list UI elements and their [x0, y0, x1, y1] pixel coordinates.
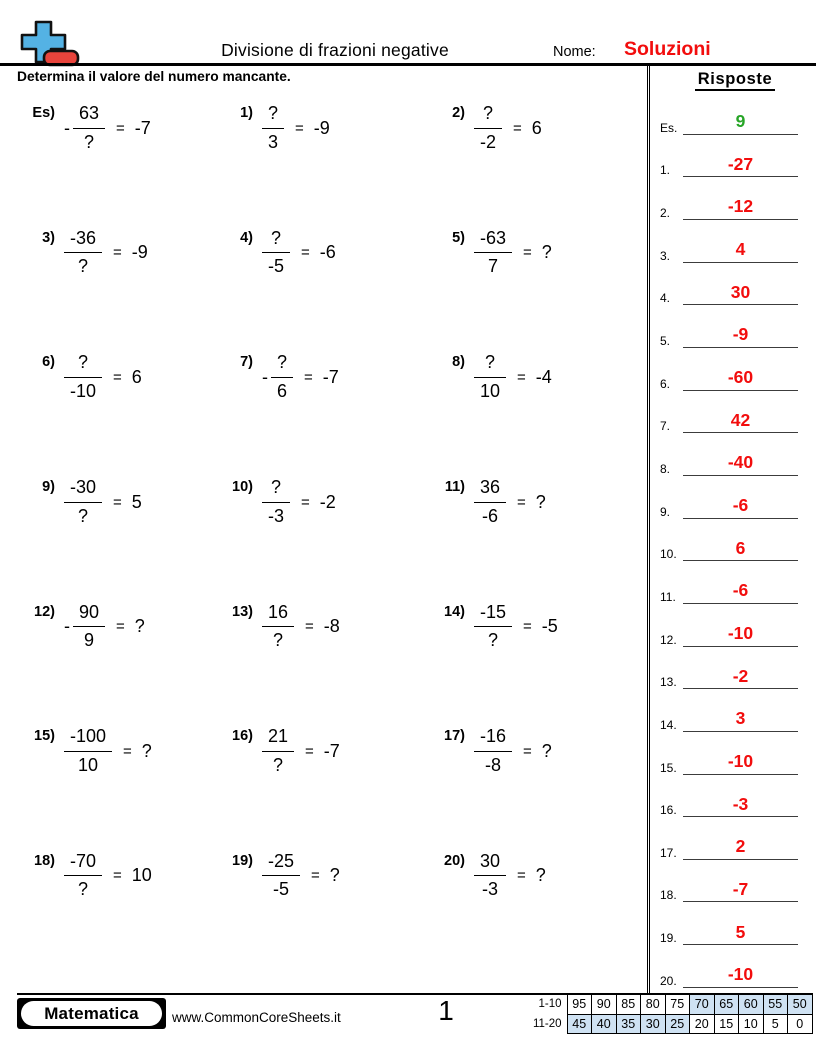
equals-sign: = [301, 244, 310, 262]
answer-value: -10 [727, 623, 754, 644]
problem-item [427, 719, 649, 844]
answer-blank-line [683, 326, 798, 348]
fraction [262, 103, 284, 153]
fraction [262, 602, 294, 652]
problem-number: Es) [32, 105, 55, 121]
score-cell: 95 [567, 995, 592, 1015]
problem-number: 10) [232, 478, 253, 495]
problem-result: 6 [531, 117, 542, 138]
answer-blank-line [683, 241, 798, 263]
answer-number: 4. [660, 291, 671, 306]
problem-number: 9) [42, 478, 55, 495]
page-number: 1 [438, 995, 454, 1026]
answer-blank-line [683, 582, 798, 604]
fraction-numerator: ? [483, 103, 494, 123]
problem-result: ? [535, 491, 546, 512]
answer-row [655, 523, 815, 566]
answer-number: 16. [660, 803, 677, 818]
problem-number: 17) [444, 728, 465, 745]
score-cell: 75 [665, 995, 690, 1015]
problems-grid [17, 96, 649, 968]
fraction-denominator: 6 [271, 377, 293, 403]
answer-value: -2 [732, 665, 749, 686]
problem-item [427, 595, 649, 720]
fraction-numerator: 16 [268, 601, 289, 622]
fraction [474, 103, 502, 153]
answer-row [655, 96, 815, 139]
fraction [474, 602, 512, 652]
equals-sign: = [523, 742, 532, 760]
answer-number: 12. [660, 632, 677, 647]
score-cell: 90 [592, 995, 617, 1015]
answer-value: -6 [732, 495, 749, 516]
answers-column [655, 96, 815, 992]
answer-blank-line [683, 454, 798, 476]
problem-item [215, 719, 427, 844]
answer-blank-line [683, 625, 798, 647]
fraction-denominator: 10 [474, 377, 506, 403]
problem-result: -7 [322, 366, 339, 387]
answer-number: 2. [660, 205, 671, 220]
fraction-denominator: ? [73, 128, 105, 154]
equals-sign: = [116, 119, 125, 137]
answer-number: 10. [660, 547, 677, 562]
equals-sign: = [311, 867, 320, 885]
fraction-numerator: 90 [79, 601, 100, 622]
score-cell: 20 [690, 1014, 715, 1034]
problem-item [17, 719, 215, 844]
fraction-numerator: -15 [480, 601, 507, 622]
score-cell: 15 [714, 1014, 739, 1034]
fraction-numerator: ? [78, 352, 89, 373]
answer-value: 9 [735, 111, 746, 132]
problem-number: 1) [240, 105, 253, 121]
answer-number: 20. [660, 973, 677, 988]
answer-row [655, 224, 815, 267]
answer-row [655, 480, 815, 523]
fraction-numerator: -30 [70, 476, 97, 497]
answer-blank-line [683, 113, 798, 135]
answer-blank-line [683, 838, 798, 860]
equals-sign: = [304, 368, 313, 386]
fraction-negative-sign: - [262, 366, 268, 387]
problem-result: 6 [131, 366, 142, 387]
answer-blank-line [683, 537, 798, 562]
answer-blank-line [683, 921, 798, 946]
fraction [64, 352, 102, 402]
fraction [262, 477, 290, 527]
answer-blank-line [683, 198, 798, 220]
fraction-negative-sign: - [64, 117, 70, 138]
problem-item [17, 595, 215, 720]
answer-number: 3. [660, 248, 671, 263]
fraction [64, 726, 112, 776]
score-cell: 5 [763, 1014, 788, 1034]
fraction-numerator: ? [485, 352, 496, 373]
fraction-denominator: 7 [474, 252, 512, 278]
problem-number: 3) [42, 229, 55, 246]
fraction-denominator: ? [262, 751, 294, 777]
answer-number: 14. [660, 717, 677, 732]
score-cell: 40 [592, 1014, 617, 1034]
problem-item [427, 844, 649, 969]
score-cell: 65 [714, 995, 739, 1015]
equals-sign: = [517, 493, 526, 511]
problem-item [17, 844, 215, 969]
problem-item [17, 96, 215, 221]
equals-sign: = [116, 618, 125, 636]
problem-item [427, 470, 649, 595]
equals-sign: = [113, 493, 122, 511]
answer-number: 13. [660, 675, 677, 690]
problem-result: ? [134, 616, 145, 637]
problem-result: -7 [323, 740, 340, 761]
problem-result: ? [141, 740, 152, 761]
answer-number: 9. [660, 504, 671, 519]
answer-value: 2 [735, 836, 746, 857]
score-cell: 80 [641, 995, 666, 1015]
problem-item [17, 221, 215, 346]
equals-sign: = [123, 742, 132, 760]
fraction [474, 726, 512, 776]
fraction-denominator: 9 [73, 626, 105, 652]
problem-item [17, 345, 215, 470]
problem-item [427, 221, 649, 346]
answer-value: -12 [727, 196, 754, 217]
problem-number: 18) [34, 852, 55, 869]
answer-value: -7 [732, 878, 749, 899]
answer-row [655, 565, 815, 608]
fraction [73, 602, 105, 652]
answer-blank-line [683, 793, 798, 818]
problem-number: 11) [444, 478, 465, 495]
instruction-text: Determina il valore del numero mancante. [17, 69, 291, 84]
answer-value: 42 [730, 409, 751, 430]
problem-result: 5 [131, 491, 142, 512]
equals-sign: = [517, 368, 526, 386]
fraction [474, 477, 506, 527]
problem-item [215, 844, 427, 969]
score-cell: 45 [567, 1014, 592, 1034]
problem-result: -5 [541, 616, 558, 637]
answer-blank-line [683, 878, 798, 903]
header-rule [0, 63, 816, 66]
answer-value: -60 [727, 367, 754, 388]
problem-result: ? [535, 865, 546, 886]
problem-number: 5) [452, 229, 465, 246]
equals-sign: = [513, 119, 522, 137]
answer-value: 30 [730, 281, 751, 302]
score-table-row [527, 1014, 812, 1034]
fraction [474, 352, 506, 402]
answer-blank-line [683, 153, 798, 178]
problem-item [215, 470, 427, 595]
answer-blank-line [683, 753, 798, 775]
problem-item [215, 595, 427, 720]
equals-sign: = [305, 742, 314, 760]
fraction-denominator: ? [64, 502, 102, 528]
answer-blank-line [683, 665, 798, 690]
problem-result: -9 [131, 242, 148, 263]
answer-value: 3 [735, 708, 746, 729]
score-row-label: 1-10 [538, 998, 562, 1011]
fraction-denominator: -6 [474, 502, 506, 528]
answer-row [655, 139, 815, 182]
answer-value: -9 [732, 324, 749, 345]
answer-blank-line [683, 966, 798, 988]
score-cell: 85 [616, 995, 641, 1015]
equals-sign: = [523, 618, 532, 636]
answer-row [655, 181, 815, 224]
fraction-denominator: -2 [474, 128, 502, 154]
fraction-numerator: 36 [480, 476, 501, 497]
fraction-denominator: 10 [64, 751, 112, 777]
problem-result: ? [329, 865, 340, 886]
answer-value: -27 [727, 153, 754, 174]
answer-value: -10 [727, 964, 754, 985]
answer-number: Es. [660, 120, 678, 135]
fraction-denominator: -3 [262, 502, 290, 528]
equals-sign: = [113, 867, 122, 885]
problem-number: 4) [240, 229, 253, 246]
answer-number: 8. [660, 461, 671, 476]
answer-number: 7. [660, 419, 671, 434]
answer-value: 6 [735, 537, 746, 558]
answer-value: 4 [735, 239, 746, 260]
equals-sign: = [517, 867, 526, 885]
answer-row [655, 693, 815, 736]
answer-number: 18. [660, 888, 677, 903]
answer-number: 15. [660, 760, 677, 775]
fraction-numerator: ? [277, 352, 288, 373]
fraction-numerator: ? [268, 103, 279, 123]
answer-blank-line [683, 369, 798, 391]
fraction-denominator: 3 [262, 128, 284, 154]
answer-value: -10 [727, 751, 754, 771]
answer-row [655, 309, 815, 352]
fraction-denominator: -5 [262, 875, 300, 901]
page-title: Divisione di frazioni negative [221, 40, 449, 60]
score-table-row [527, 995, 812, 1015]
brand-bar [17, 998, 166, 1029]
score-cell: 70 [690, 995, 715, 1015]
fraction-denominator: ? [64, 252, 102, 278]
equals-sign: = [113, 244, 122, 262]
answer-row [655, 352, 815, 395]
answer-row [655, 864, 815, 907]
fraction [64, 228, 102, 278]
fraction [64, 477, 102, 527]
fraction-numerator: 21 [268, 726, 289, 747]
brand-name: Matematica [21, 1001, 162, 1026]
problem-result: -9 [313, 117, 330, 138]
fraction [271, 352, 293, 402]
problem-item [215, 345, 427, 470]
score-cell: 30 [641, 1014, 666, 1034]
problem-item [17, 470, 215, 595]
problem-result: ? [541, 740, 552, 761]
answer-row [655, 395, 815, 438]
problem-number: 14) [444, 603, 465, 620]
name-value: Soluzioni [624, 38, 711, 60]
fraction-numerator: 63 [79, 103, 100, 123]
problem-result: ? [541, 242, 552, 263]
problem-number: 13) [232, 603, 253, 620]
problem-number: 6) [42, 354, 55, 371]
fraction-denominator: -10 [64, 377, 102, 403]
score-cell: 25 [665, 1014, 690, 1034]
fraction-denominator: -5 [262, 252, 290, 278]
fraction [474, 228, 512, 278]
answer-number: 11. [660, 589, 676, 604]
answer-row [655, 906, 815, 949]
problem-item [427, 345, 649, 470]
equals-sign: = [113, 368, 122, 386]
problem-item [427, 96, 649, 221]
score-cell: 60 [739, 995, 764, 1015]
fraction [262, 851, 300, 901]
problem-number: 15) [34, 728, 55, 745]
score-cell: 55 [763, 995, 788, 1015]
fraction [474, 851, 506, 901]
problem-number: 2) [452, 105, 465, 121]
score-cell: 0 [788, 1014, 813, 1034]
equals-sign: = [305, 618, 314, 636]
problem-number: 19) [232, 852, 253, 869]
answer-row [655, 949, 815, 992]
fraction-numerator: 30 [480, 850, 501, 871]
fraction-numerator: -16 [480, 726, 507, 747]
problem-number: 20) [444, 852, 465, 869]
fraction-numerator: -100 [70, 726, 107, 747]
fraction [262, 228, 290, 278]
fraction-denominator: ? [474, 626, 512, 652]
answer-row [655, 821, 815, 864]
problem-result: 10 [131, 865, 152, 886]
fraction [262, 726, 294, 776]
problem-number: 8) [452, 354, 465, 371]
fraction [64, 851, 102, 901]
score-cell: 10 [739, 1014, 764, 1034]
answer-number: 19. [660, 931, 677, 946]
answer-blank-line [683, 497, 798, 519]
answer-number: 17. [660, 845, 677, 860]
answer-number: 5. [660, 333, 671, 348]
problem-number: 16) [232, 728, 253, 745]
fraction-numerator: -70 [70, 850, 97, 871]
fraction-denominator: -8 [474, 751, 512, 777]
answer-row [655, 779, 815, 822]
equals-sign: = [523, 244, 532, 262]
problem-item [215, 221, 427, 346]
answer-blank-line [683, 409, 798, 434]
answer-number: 1. [660, 163, 671, 178]
fraction-negative-sign: - [64, 616, 70, 637]
answer-value: -40 [727, 452, 754, 473]
equals-sign: = [295, 119, 304, 137]
problem-result: -6 [319, 242, 336, 263]
fraction-numerator: -63 [480, 227, 507, 248]
problem-result: -8 [323, 616, 340, 637]
answer-value: -6 [732, 580, 749, 601]
fraction-denominator: ? [262, 626, 294, 652]
problem-result: -7 [134, 117, 151, 138]
answers-heading: Risposte [655, 70, 815, 89]
score-cell: 50 [788, 995, 813, 1015]
answer-number: 6. [660, 376, 671, 391]
problem-number: 7) [240, 354, 253, 371]
score-cell: 35 [616, 1014, 641, 1034]
fraction [73, 103, 105, 153]
problem-result: -4 [535, 366, 552, 387]
problem-result: -2 [319, 491, 336, 512]
fraction-numerator: ? [271, 227, 282, 248]
answer-row [655, 267, 815, 310]
answer-blank-line [683, 710, 798, 732]
answer-blank-line [683, 281, 798, 306]
fraction-numerator: -25 [268, 850, 295, 871]
fraction-numerator: ? [271, 476, 282, 497]
fraction-denominator: -3 [474, 875, 506, 901]
equals-sign: = [301, 493, 310, 511]
answer-row [655, 651, 815, 694]
answer-row [655, 437, 815, 480]
answer-value: 5 [735, 921, 746, 942]
answer-value: -3 [732, 793, 749, 814]
problem-item [215, 96, 427, 221]
fraction-numerator: -36 [70, 227, 97, 248]
answer-row [655, 608, 815, 651]
website-link: www.CommonCoreSheets.it [172, 1010, 341, 1025]
problem-number: 12) [34, 603, 55, 620]
fraction-denominator: ? [64, 875, 102, 901]
answer-row [655, 736, 815, 779]
score-row-label: 11-20 [532, 1017, 562, 1030]
name-label: Nome: [553, 44, 596, 60]
score-table [527, 994, 813, 1034]
